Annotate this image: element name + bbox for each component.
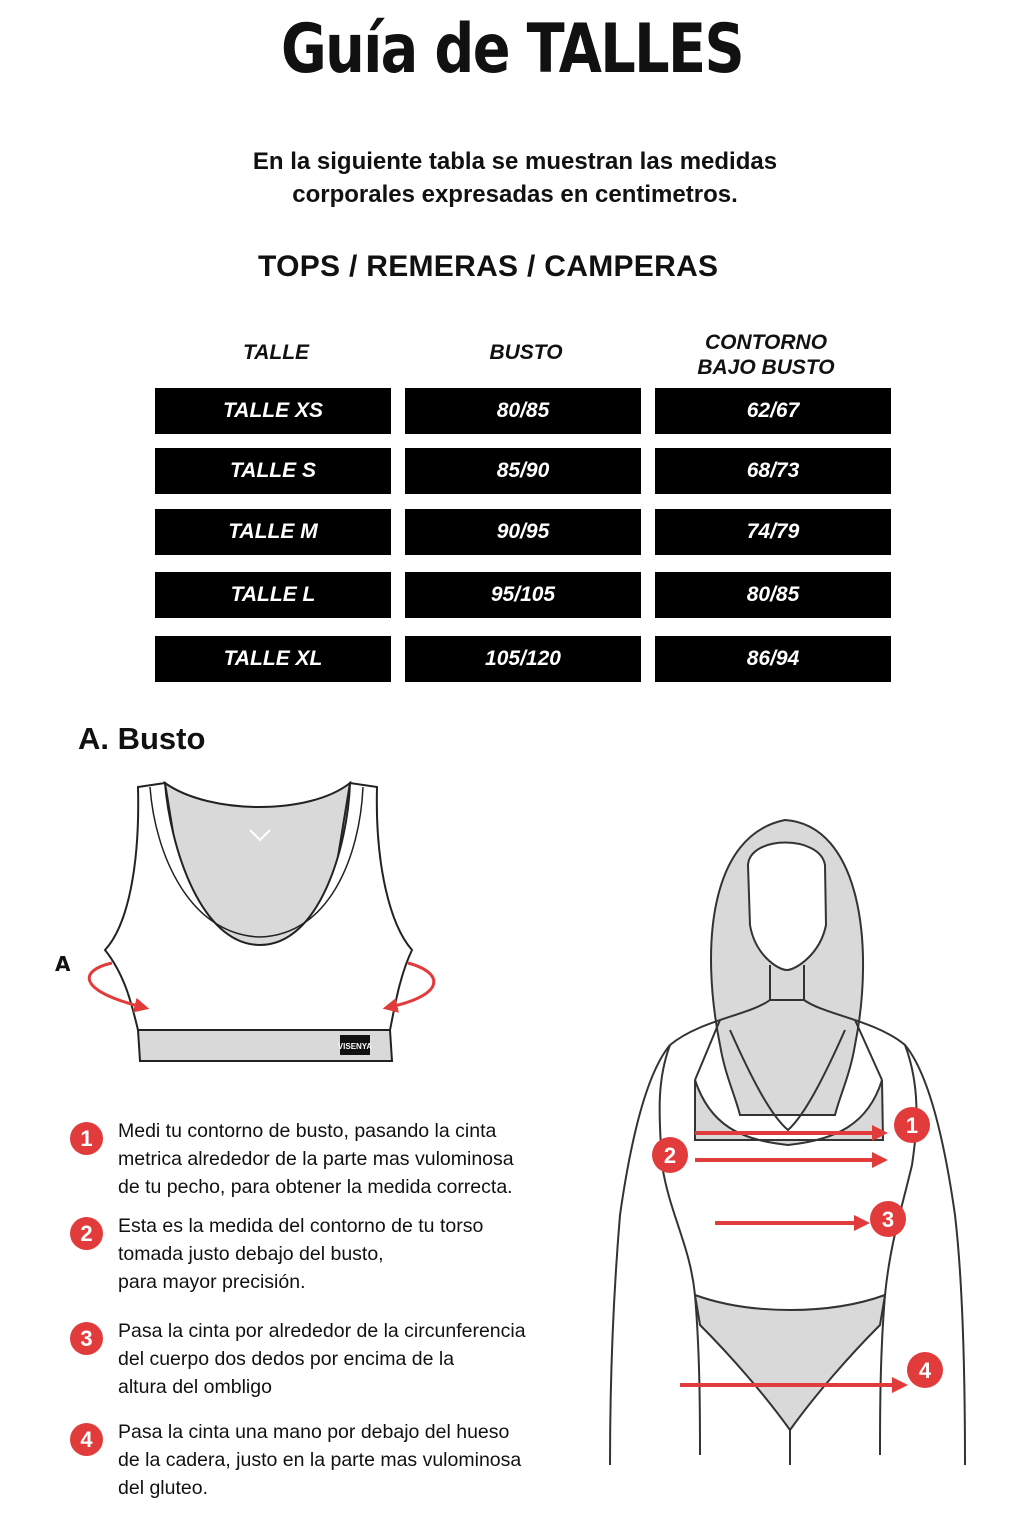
- step-3-text: Pasa la cinta por alrededor de la circunferencia del cuerpo dos dedos por encima de la altura del ombligo: [118, 1320, 526, 1398]
- cell-under-l: 80/85: [655, 572, 891, 618]
- figure-marker-1: 1: [905, 1113, 919, 1138]
- step-2-number: 2: [70, 1217, 103, 1250]
- bra-brand-label: VISENYA: [337, 1042, 373, 1051]
- cell-under-m: 74/79: [655, 509, 891, 555]
- header-underbust-line-2: BAJO BUSTO: [697, 356, 835, 379]
- cell-size-s: TALLE S: [155, 448, 391, 494]
- step-3-number: 3: [70, 1322, 103, 1355]
- header-underbust: [648, 330, 884, 380]
- body-measurement-figure: [600, 795, 980, 1485]
- cell-under-xl: 86/94: [655, 636, 891, 682]
- header-underbust-line-1: CONTORNO: [704, 331, 828, 354]
- header-size: TALLE: [242, 341, 310, 364]
- cell-size-xs: TALLE XS: [155, 388, 391, 434]
- sports-bra-illustration: [50, 775, 470, 1075]
- bra-marker-a: A: [55, 952, 71, 976]
- page-title: Guía de TALLES: [281, 10, 743, 89]
- step-4-text: Pasa la cinta una mano por debajo del hueso de la cadera, justo en la parte mas vulominosa del gluteo.: [118, 1421, 522, 1499]
- step-1-text: Medi tu contorno de busto, pasando la cinta metrica alrededor de la parte mas vulominosa de tu pecho, para obtener la medida correcta.: [118, 1120, 514, 1198]
- cell-size-l: TALLE L: [155, 572, 391, 618]
- intro-line-2: corporales expresadas en centimetros.: [292, 181, 738, 208]
- intro-text: [0, 145, 1024, 211]
- cell-bust-xs: 80/85: [405, 388, 641, 434]
- figure-marker-2: 2: [663, 1143, 677, 1168]
- figure-marker-4: 4: [918, 1358, 932, 1383]
- cell-bust-l: 95/105: [405, 572, 641, 618]
- cell-bust-m: 90/95: [405, 509, 641, 555]
- section-title: TOPS / REMERAS / CAMPERAS: [258, 250, 719, 283]
- cell-size-m: TALLE M: [155, 509, 391, 555]
- figure-marker-3: 3: [881, 1207, 895, 1232]
- cell-bust-xl: 105/120: [405, 636, 641, 682]
- subhead-busto: A. Busto: [78, 721, 206, 756]
- step-2-text: Esta es la medida del contorno de tu torso tomada justo debajo del busto, para mayor precisión.: [118, 1215, 484, 1293]
- cell-under-xs: 62/67: [655, 388, 891, 434]
- intro-line-1: En la siguiente tabla se muestran las medidas: [252, 148, 778, 175]
- header-bust: BUSTO: [489, 341, 563, 364]
- step-4-number: 4: [70, 1423, 103, 1456]
- step-1-number: 1: [70, 1122, 103, 1155]
- cell-size-xl: TALLE XL: [155, 636, 391, 682]
- cell-bust-s: 85/90: [405, 448, 641, 494]
- cell-under-s: 68/73: [655, 448, 891, 494]
